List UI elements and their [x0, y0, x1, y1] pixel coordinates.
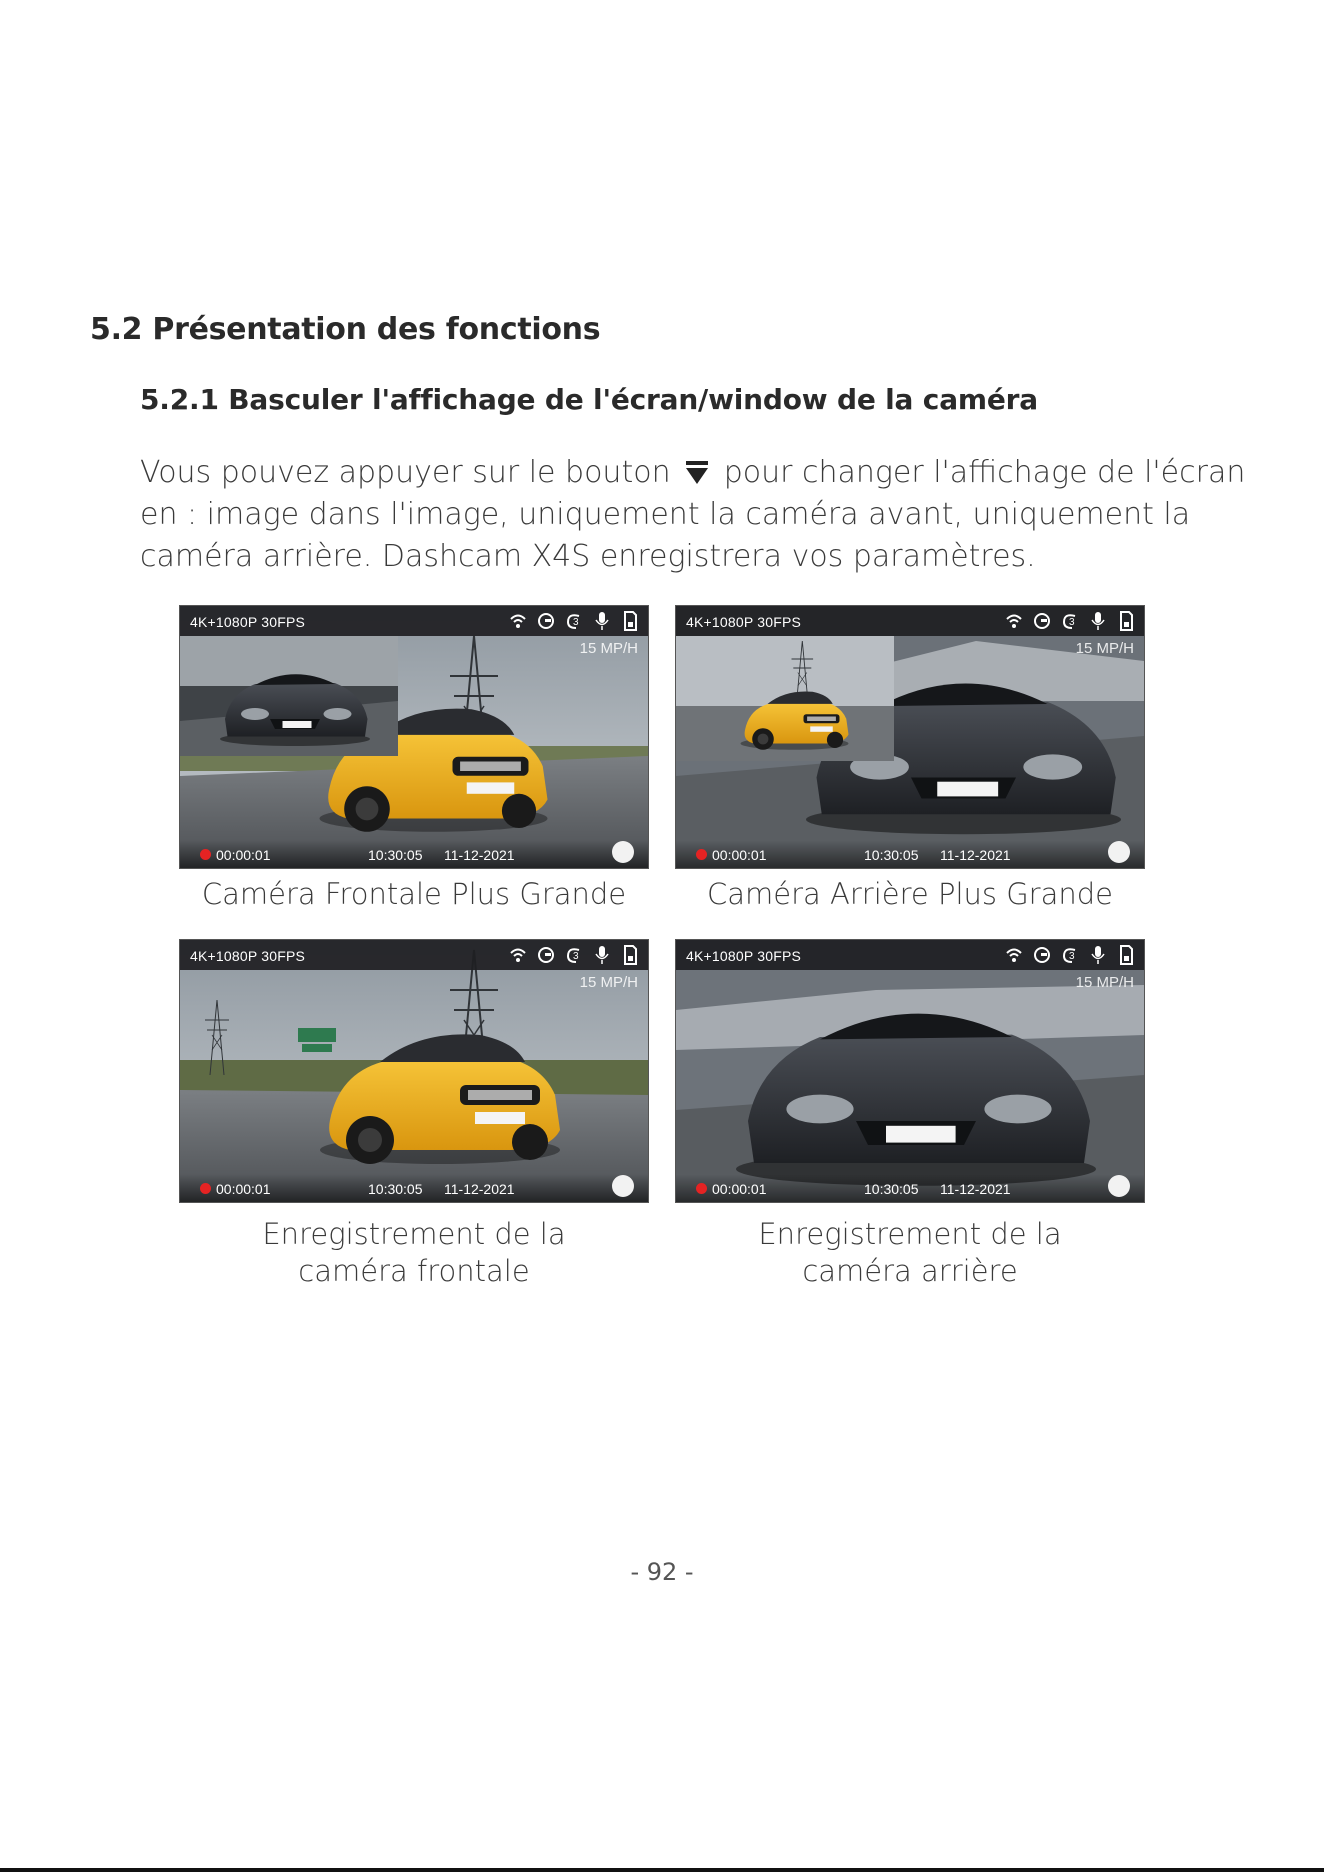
mic-icon	[592, 610, 612, 632]
caption-rear-large	[676, 876, 1144, 913]
front-camera-scene	[180, 606, 648, 868]
wifi-icon	[1004, 944, 1024, 966]
resolution-label: 4K+1080P 30FPS	[190, 614, 306, 630]
caption-line-2: caméra arrière	[802, 1254, 1018, 1288]
caption-rear-only	[676, 1216, 1144, 1290]
wifi-icon	[508, 944, 528, 966]
loop-3-icon	[564, 944, 584, 966]
paragraph-text-before: Vous pouvez appuyer sur le bouton	[140, 455, 671, 490]
recording-bar	[676, 1174, 1144, 1202]
sd-card-icon	[620, 610, 640, 632]
speed-readout: 15 MP/H	[1075, 974, 1134, 991]
status-bar	[676, 606, 1144, 636]
page-number: - 92 -	[630, 1558, 694, 1586]
status-bar	[180, 940, 648, 970]
rear-camera-scene	[676, 940, 1144, 1202]
svg-text:3: 3	[1069, 617, 1075, 628]
elapsed-time: 00:00:01	[712, 847, 767, 863]
rear-camera-scene	[676, 606, 1144, 868]
wifi-icon	[1004, 610, 1024, 632]
svg-text:3: 3	[573, 951, 579, 962]
wifi-icon	[508, 610, 528, 632]
status-bar	[180, 606, 648, 636]
screen-front-large	[180, 606, 648, 868]
mic-icon	[592, 944, 612, 966]
gps-icon	[536, 610, 556, 632]
recording-bar	[676, 840, 1144, 868]
body-paragraph	[140, 452, 1250, 578]
recording-bar	[180, 840, 648, 868]
caption-line-1: Enregistrement de la	[262, 1217, 566, 1251]
rec-dot-icon	[200, 849, 211, 860]
elapsed-time: 00:00:01	[216, 1181, 271, 1197]
rec-dot-icon	[696, 1183, 707, 1194]
front-camera-scene	[180, 940, 648, 1202]
record-date: 11-12-2021	[444, 847, 515, 863]
parking-mode-icon	[612, 1175, 634, 1197]
sd-card-icon	[620, 944, 640, 966]
status-bar	[676, 940, 1144, 970]
gps-icon	[536, 944, 556, 966]
svg-text:3: 3	[1069, 951, 1075, 962]
subsection-title: 5.2.1 Basculer l'affichage de l'écran/window de la caméra	[140, 383, 1038, 416]
resolution-label: 4K+1080P 30FPS	[686, 948, 802, 964]
caption-line: Caméra Arrière Plus Grande	[707, 877, 1113, 911]
mic-icon	[1088, 610, 1108, 632]
rec-dot-icon	[200, 1183, 211, 1194]
caption-line: Caméra Frontale Plus Grande	[201, 877, 627, 911]
parking-mode-icon	[1108, 1175, 1130, 1197]
loop-3-icon	[1060, 610, 1080, 632]
speed-readout: 15 MP/H	[1075, 640, 1134, 657]
section-title: 5.2 Présentation des fonctions	[90, 312, 601, 347]
clock-time: 10:30:05	[368, 1181, 423, 1197]
parking-mode-icon	[612, 841, 634, 863]
clock-time: 10:30:05	[368, 847, 423, 863]
clock-time: 10:30:05	[864, 847, 919, 863]
resolution-label: 4K+1080P 30FPS	[190, 948, 306, 964]
loop-3-icon	[1060, 944, 1080, 966]
mic-icon	[1088, 944, 1108, 966]
caption-front-large	[180, 876, 648, 913]
screen-front-only	[180, 940, 648, 1202]
rec-dot-icon	[696, 849, 707, 860]
record-date: 11-12-2021	[444, 1181, 515, 1197]
caption-line-2: caméra frontale	[298, 1254, 530, 1288]
screen-rear-large	[676, 606, 1144, 868]
gps-icon	[1032, 610, 1052, 632]
gps-icon	[1032, 944, 1052, 966]
down-triangle-button-icon	[684, 457, 710, 487]
paragraph-text-after: pour changer l'affichage de l'écran en : image dans l'image, uniquement la caméra avant, uniquement la caméra arrière. Dashcam X4S enregistrera vos paramètres.	[140, 455, 1246, 574]
clock-time: 10:30:05	[864, 1181, 919, 1197]
caption-line-1: Enregistrement de la	[758, 1217, 1062, 1251]
screen-rear-only	[676, 940, 1144, 1202]
speed-readout: 15 MP/H	[579, 640, 638, 657]
sd-card-icon	[1116, 610, 1136, 632]
recording-bar	[180, 1174, 648, 1202]
sd-card-icon	[1116, 944, 1136, 966]
loop-3-icon	[564, 610, 584, 632]
resolution-label: 4K+1080P 30FPS	[686, 614, 802, 630]
bottom-rule	[0, 1868, 1324, 1872]
speed-readout: 15 MP/H	[579, 974, 638, 991]
elapsed-time: 00:00:01	[712, 1181, 767, 1197]
caption-front-only	[180, 1216, 648, 1290]
svg-text:3: 3	[573, 617, 579, 628]
record-date: 11-12-2021	[940, 847, 1011, 863]
elapsed-time: 00:00:01	[216, 847, 271, 863]
parking-mode-icon	[1108, 841, 1130, 863]
record-date: 11-12-2021	[940, 1181, 1011, 1197]
